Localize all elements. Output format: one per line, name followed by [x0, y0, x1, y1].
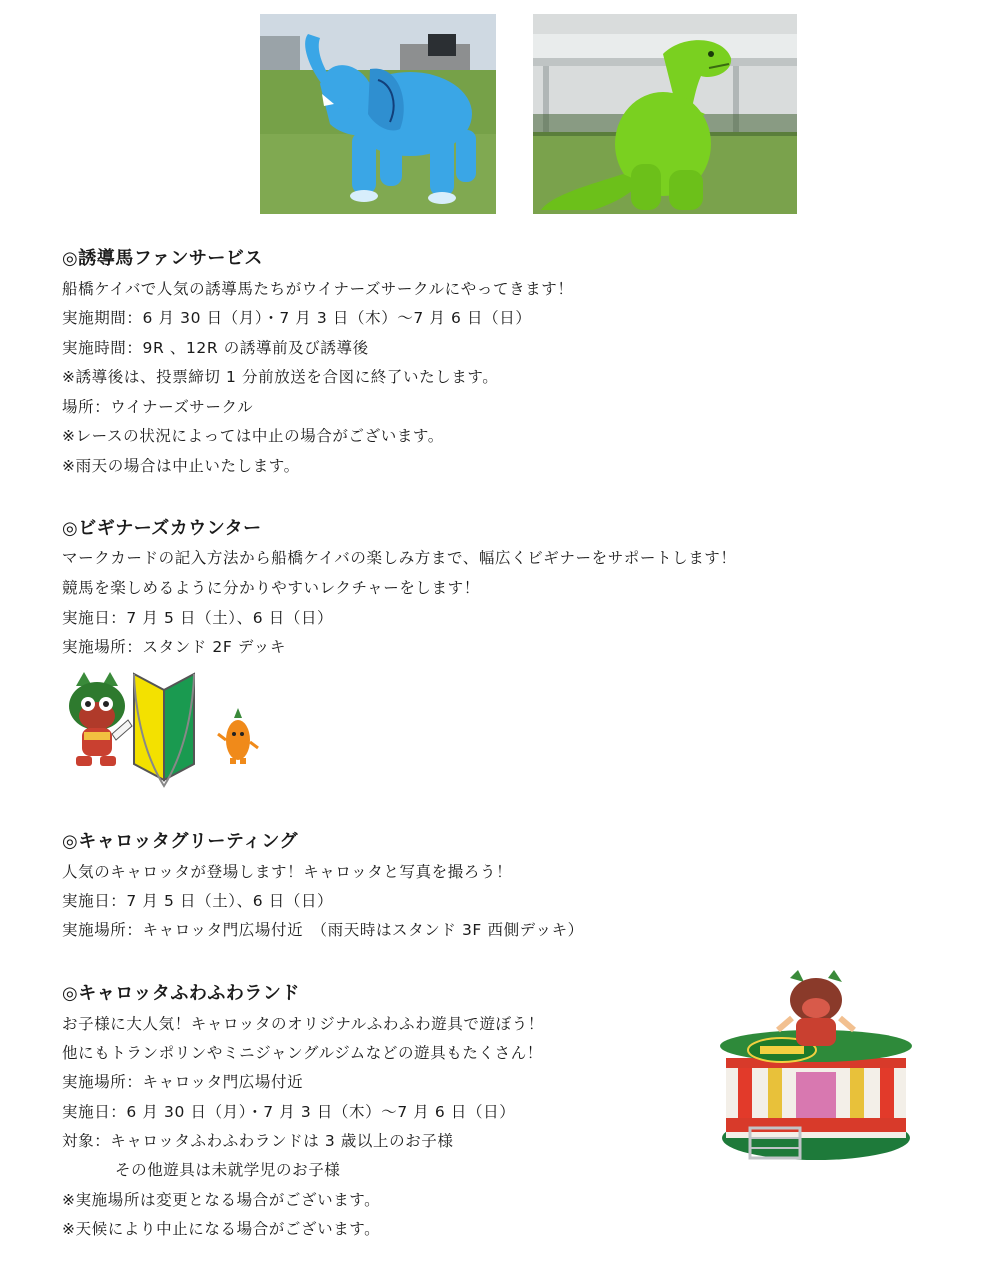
- beginner-mark-icon: [134, 674, 194, 786]
- section-text: 人気のキャロッタが登場します！キャロッタと写真を撮ろう！: [62, 863, 513, 881]
- bouncy-castle-image: [716, 968, 916, 1168]
- section-text: ※天候により中止になる場合がございます。: [62, 1220, 381, 1238]
- section-text: その他遊具は未就学児のお子様: [115, 1161, 341, 1179]
- section-heading-fuwafuwa-land: ◎キャロッタふわふわランド: [62, 983, 300, 1004]
- section-text: 実施日：7 月 5 日（土）、6 日（日）: [62, 892, 334, 910]
- section-text: 実施場所：キャロッタ門広場付近 （雨天時はスタンド 3F 西側デッキ）: [62, 921, 584, 939]
- section-text: 実施日：6 月 30 日（月）・7 月 3 日（木）〜7 月 6 日（日）: [62, 1103, 516, 1121]
- section-text: 実施場所：スタンド 2F デッキ: [62, 638, 286, 656]
- section-text: 場所：ウイナーズサークル: [62, 398, 254, 416]
- section-text: ※誘導後は、投票締切 1 分前放送を合図に終了いたします。: [62, 368, 499, 386]
- section-text: 対象：キャロッタふわふわランドは 3 歳以上のお子様: [62, 1132, 454, 1150]
- horse-mascot-icon: [69, 672, 132, 766]
- carrot-mascot-icon: [218, 708, 258, 764]
- section-text: 実施時間：9R 、12R の誘導前及び誘導後: [62, 339, 369, 357]
- section-heading-escort-horse: ◎誘導馬ファンサービス: [62, 248, 263, 269]
- section-text: 実施日：7 月 5 日（土）、6 日（日）: [62, 609, 334, 627]
- section-text: ※雨天の場合は中止いたします。: [62, 457, 300, 475]
- section-text: 実施場所：キャロッタ門広場付近: [62, 1073, 304, 1091]
- section-text: 競馬を楽しめるように分かりやすいレクチャーをします！: [62, 579, 480, 597]
- section-text: お子様に大人気！キャロッタのオリジナルふわふわ遊具で遊ぼう！: [62, 1015, 544, 1033]
- section-heading-beginners-counter: ◎ビギナーズカウンター: [62, 518, 262, 539]
- dinosaur-photo: [533, 14, 797, 214]
- elephant-photo: [260, 14, 496, 214]
- section-text: 実施期間：6 月 30 日（月）・7 月 3 日（木）〜7 月 6 日（日）: [62, 309, 532, 327]
- section-text: ※レースの状況によっては中止の場合がございます。: [62, 427, 444, 445]
- section-text: マークカードの記入方法から船橋ケイバの楽しみ方まで、幅広くビギナーをサポートします！: [62, 549, 737, 567]
- beginner-mark-image: [62, 668, 262, 792]
- section-text: 他にもトランポリンやミニジャングルジムなどの遊具もたくさん！: [62, 1044, 543, 1062]
- section-text: 船橋ケイバで人気の誘導馬たちがウイナーズサークルにやってきます！: [62, 280, 574, 298]
- section-text: ※実施場所は変更となる場合がございます。: [62, 1191, 381, 1209]
- section-heading-carrotta-greeting: ◎キャロッタグリーティング: [62, 831, 299, 852]
